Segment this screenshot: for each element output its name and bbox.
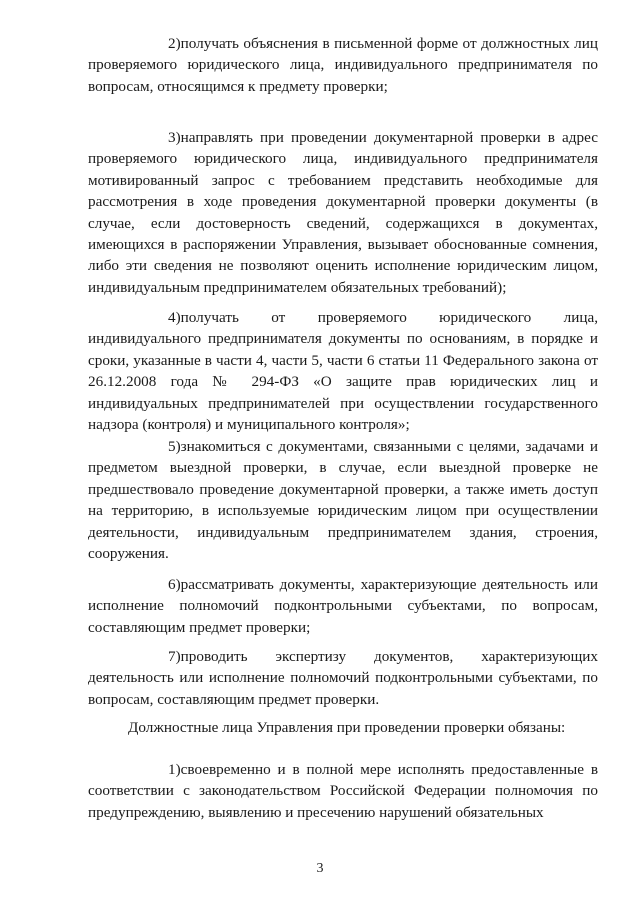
list-item xyxy=(88,646,598,710)
list-item xyxy=(88,127,598,298)
page-number: 3 xyxy=(316,861,324,876)
section-heading xyxy=(88,717,598,738)
list-item xyxy=(88,436,598,564)
item-number: 6) xyxy=(168,576,181,593)
paragraph xyxy=(88,127,598,298)
item-text: проводить экспертизу документов, характеризующих деятельность или исполнение полномочий подконтрольными субъектами, по вопросам, составляющим предмет проверки. xyxy=(88,648,598,708)
list-item xyxy=(88,759,598,823)
paragraph xyxy=(88,307,598,435)
item-number: 7) xyxy=(168,648,181,665)
item-text: получать от проверяемого юридического лица, индивидуального предпринимателя документы по основаниям, в порядке и сроки, указанные в части 4, части 5, части 6 статьи 11 Федерального закона от 26.12.2008 года № 294-ФЗ «О защите прав юридических лиц и индивидуальных предпринимателей при осуществлении государственного надзора (контроля) и муниципального контроля»; xyxy=(88,309,598,434)
paragraph xyxy=(88,33,598,97)
item-number: 1) xyxy=(168,761,181,778)
item-number: 5) xyxy=(168,438,181,455)
list-item xyxy=(88,33,598,97)
item-text: знакомиться с документами, связанными с целями, задачами и предметом выездной проверки, в случае, если выездной проверке не предшествовало проведение документарной проверки, а также иметь доступ на территорию, в используемые юридическим лицом при осуществлении деятельности, индивидуальным предпринимателем здания, строения, сооружения. xyxy=(88,438,598,563)
item-text: рассматривать документы, характеризующие деятельность или исполнение полномочий подконтрольными субъектами, по вопросам, составляющим предмет проверки; xyxy=(88,576,598,636)
paragraph xyxy=(88,436,598,564)
item-text: своевременно и в полной мере исполнять предоставленные в соответствии с законодательством Российской Федерации полномочия по предупреждению, выявлению и пресечению нарушений обязательных xyxy=(88,761,598,821)
list-item xyxy=(88,574,598,638)
item-text: направлять при проведении документарной проверки в адрес проверяемого юридического лица, индивидуального предпринимателя мотивированный запрос с требованием представить необходимые для рассмотрения в ходе проведения документарной проверки документы (в случае, если достоверность сведений, содержащихся в документах, имеющихся в распоряжении Управления, вызывает обоснованные сомнения, либо эти сведения не позволяют оценить исполнение юридическим лицом, индивидуальным предпринимателем обязательных требований); xyxy=(88,129,598,296)
item-number: 3) xyxy=(168,129,181,146)
item-number: 2) xyxy=(168,35,181,52)
item-number: 4) xyxy=(168,309,181,326)
list-item xyxy=(88,307,598,435)
paragraph xyxy=(88,574,598,638)
paragraph xyxy=(88,759,598,823)
duties-heading: Должностные лица Управления при проведении проверки обязаны: xyxy=(128,719,566,736)
paragraph xyxy=(88,646,598,710)
item-text: получать объяснения в письменной форме от должностных лиц проверяемого юридического лица, индивидуального предпринимателя по вопросам, относящимся к предмету проверки; xyxy=(88,35,598,95)
